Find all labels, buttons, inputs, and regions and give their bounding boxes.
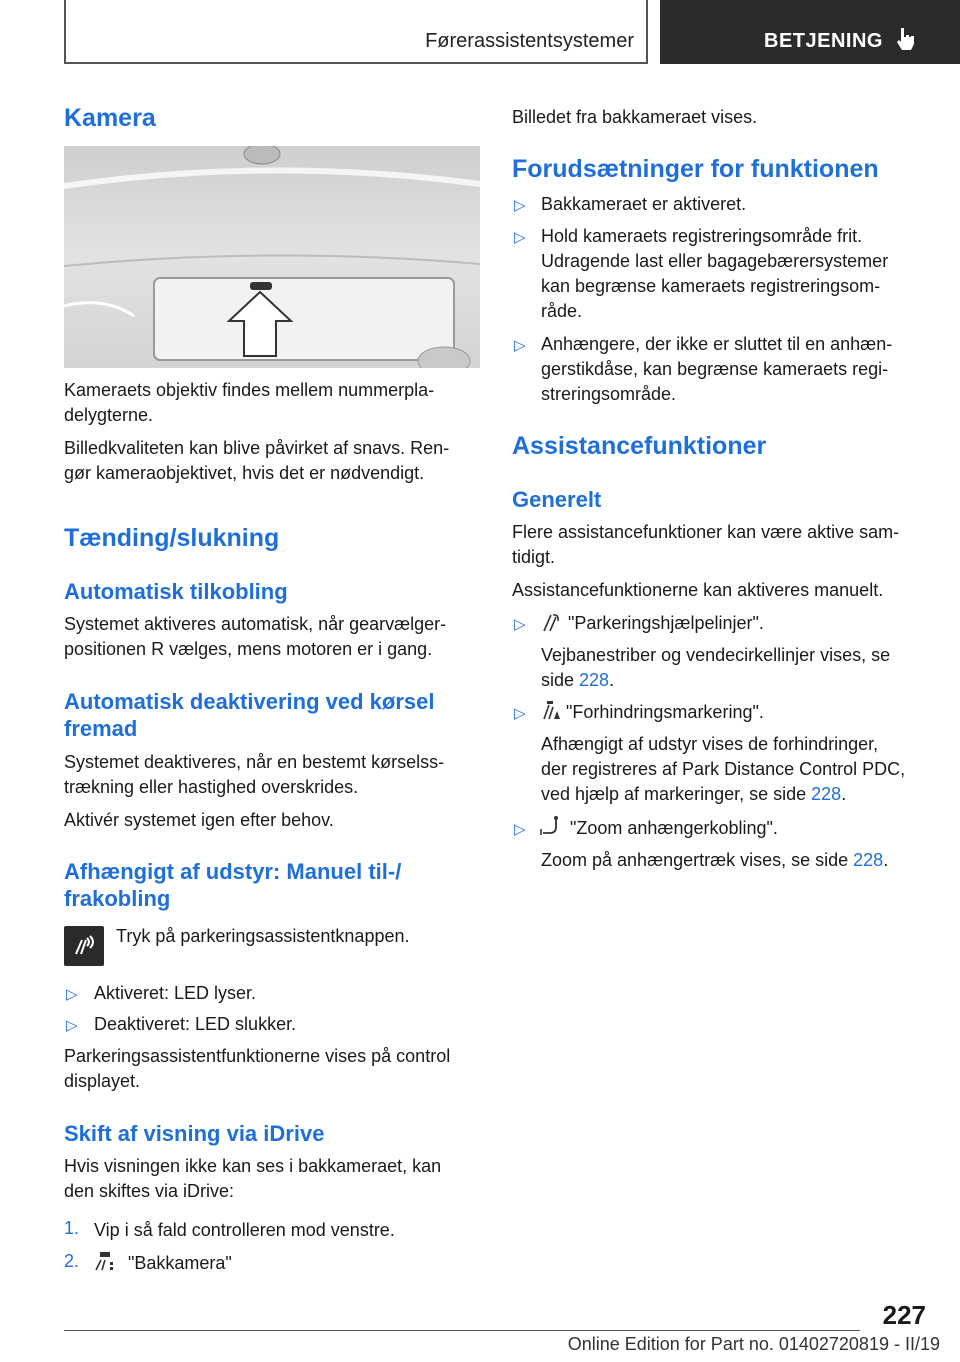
bullet-triangle-icon: ▷ [514, 229, 526, 246]
function-desc-parkeringshjaelpelinjer: Vejbanestriber og vendecirkellinjer vises, se side 228. [541, 645, 891, 690]
paragraph-billedet: Billedet fra bakkameraet vises. [512, 107, 758, 127]
function-label-parkeringshjaelpelinjer: "Parkeringshjælpelinjer". [568, 613, 764, 633]
paragraph-flere: Flere assistancefunktioner kan være aktive sam- tidigt. [512, 522, 900, 567]
heading-kamera: Kamera [64, 104, 156, 132]
paragraph-parkering: Parkeringsassistentfunktionerne vises på control displayet. [64, 1046, 451, 1091]
list-item-bakkamera-aktiveret: Bakkameraet er aktiveret. [541, 194, 747, 214]
pointing-hand-icon [894, 26, 918, 52]
bullet-triangle-icon: ▷ [514, 616, 526, 633]
paragraph-billedkvalitet: Billedkvaliteten kan blive påvirket af snavs. Ren- gør kameraobjektivet, hvis det er nødvendigt. [64, 438, 450, 483]
header-section-tab [64, 0, 648, 64]
edition-note: Online Edition for Part no. 01402720819 - II/19 [567, 1334, 940, 1354]
paragraph-objektiv: Kameraets objektiv findes mellem nummerpla- delygterne. [64, 380, 435, 425]
heading-generelt: Generelt [512, 487, 602, 512]
step-bakkamera: "Bakkamera" [128, 1253, 232, 1273]
heading-taending-slukning: Tænding/slukning [64, 524, 280, 552]
bullet-triangle-icon: ▷ [514, 337, 526, 354]
parking-guide-lines-icon [541, 611, 561, 633]
footer-divider [64, 1330, 860, 1331]
list-item-registreringsomraade: Hold kameraets registreringsområde frit. Udragende last eller bagagebærersystemer kan begrænse kameraets registreringsom- råde. [541, 226, 889, 321]
paragraph-deaktivering: Systemet deaktiveres, når en bestemt kørselss- trækning eller hastighed overskrides. [64, 752, 445, 797]
paragraph-tryk: Tryk på parkeringsassistentknappen. [116, 926, 410, 946]
paragraph-aktiver: Aktivér systemet igen efter behov. [64, 810, 334, 830]
obstacle-marking-icon [541, 699, 561, 721]
page-number: 227 [882, 1300, 926, 1330]
step-number: 2. [64, 1251, 80, 1271]
function-desc-zoom: Zoom på anhængertræk vises, se side 228. [541, 850, 889, 870]
paragraph-automatisk: Systemet aktiveres automatisk, når gearvælger- positionen R vælges, mens motoren er i gang. [64, 614, 447, 659]
heading-skift-visning: Skift af visning via iDrive [64, 1121, 325, 1146]
trailer-hitch-zoom-icon [539, 815, 563, 837]
header-chapter-title: BETJENING [764, 30, 883, 52]
heading-forudsaetninger: Forudsætninger for funktionen [512, 155, 879, 183]
function-label-zoom-anhaengerkobling: "Zoom anhængerkobling". [570, 818, 778, 838]
function-label-forhindringsmarkering: "Forhindringsmarkering". [566, 702, 764, 722]
heading-manuel: Afhængigt af udstyr: Manuel til-/ frakobling [64, 859, 402, 911]
rear-camera-icon [92, 1250, 118, 1274]
parking-assistant-button-icon [64, 926, 104, 966]
bullet-triangle-icon: ▷ [66, 986, 78, 1003]
bullet-triangle-icon: ▷ [66, 1017, 78, 1034]
function-desc-forhindringsmarkering: Afhængigt af udstyr vises de forhindringer, der registreres af Park Distance Control PDC, ved hjælp af markeringer, se side 228. [541, 734, 906, 804]
camera-photo [64, 146, 480, 368]
page-link-228[interactable]: 228 [853, 850, 884, 870]
page-link-228[interactable]: 228 [811, 784, 842, 804]
step-vip: Vip i så fald controlleren mod venstre. [94, 1220, 395, 1240]
bullet-triangle-icon: ▷ [514, 821, 526, 838]
page-link-228[interactable]: 228 [579, 670, 610, 690]
list-item-aktiveret: Aktiveret: LED lyser. [94, 983, 257, 1003]
heading-automatisk-tilkobling: Automatisk tilkobling [64, 579, 288, 604]
paragraph-hvis: Hvis visningen ikke kan ses i bakkameraet, kan den skiftes via iDrive: [64, 1156, 442, 1201]
step-number: 1. [64, 1218, 80, 1238]
header-section-title: Førerassistentsystemer [425, 30, 634, 52]
bullet-triangle-icon: ▷ [514, 705, 526, 722]
list-item-deaktiveret: Deaktiveret: LED slukker. [94, 1014, 297, 1034]
heading-assistancefunktioner: Assistancefunktioner [512, 432, 767, 460]
header-chapter-tab [660, 0, 960, 64]
bullet-triangle-icon: ▷ [514, 197, 526, 214]
paragraph-manuelt: Assistancefunktionerne kan aktiveres manuelt. [512, 580, 884, 600]
heading-automatisk-deaktivering: Automatisk deaktivering ved kørsel fremad [64, 689, 435, 741]
list-item-anhaengere: Anhængere, der ikke er sluttet til en anhæn- gerstikdåse, kan begrænse kameraets regi- streringsområde. [541, 334, 893, 404]
